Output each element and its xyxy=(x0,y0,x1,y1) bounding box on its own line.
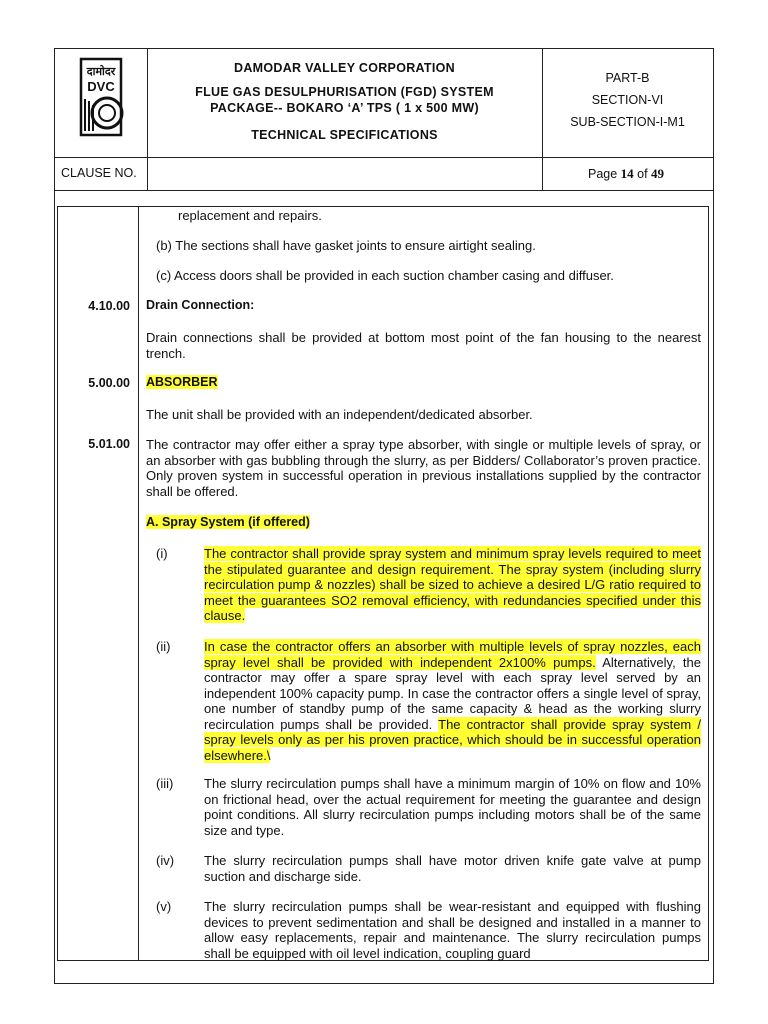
part-label: PART-B xyxy=(605,71,650,85)
doc-title-line1: FLUE GAS DESULPHURISATION (FGD) SYSTEM xyxy=(195,85,494,99)
clause-text: The unit shall be provided with an independent/dedicated absorber. xyxy=(146,407,533,422)
svg-text:दामोदर: दामोदर xyxy=(86,65,116,78)
clause-number: 5.00.00 xyxy=(88,376,130,390)
clause-row xyxy=(55,157,713,191)
item-b: (b) The sections shall have gasket joints to ensure airtight sealing. xyxy=(156,238,536,253)
clause-blank-cell xyxy=(147,157,543,190)
svg-text:DVC: DVC xyxy=(87,79,115,94)
item-text: The slurry recirculation pumps shall have motor driven knife gate valve at pump suction and discharge side. xyxy=(204,853,701,884)
item-number: (iv) xyxy=(156,853,175,868)
item-number: (i) xyxy=(156,546,168,561)
item-number: (ii) xyxy=(156,639,171,654)
item-text: The slurry recirculation pumps shall have a minimum margin of 10% on flow and 10% on frictional head, over the actual requirement for meeting the guarantee and design point conditions. All slurry recirculation pumps including motors shall be of the same size and type. xyxy=(204,776,701,838)
doc-title-line3: TECHNICAL SPECIFICATIONS xyxy=(251,128,438,142)
page-indicator: Page 14 of 49 xyxy=(588,166,665,181)
content-box xyxy=(57,206,709,961)
item-text: In case the contractor offers an absorber with multiple levels of spray nozzles, each spray level shall be provided with independent 2x100% pumps. Alternatively, the contractor may offer a spare spray level with each spray level served by an independent 100% capacity pump. In case the contractor offers a single level of spray, one number of standby pump of the same capacity & head as the working slurry recirculation pumps shall be provided. The contractor shall provide spray system / spray levels only as per his proven practice, which should be in successful operation elsewhere.\ xyxy=(204,639,701,763)
clause-label: CLAUSE NO. xyxy=(61,166,137,180)
header-title-block xyxy=(147,49,543,157)
doc-title-line2: PACKAGE-- BOKARO ‘A’ TPS ( 1 x 500 MW) xyxy=(210,101,479,115)
item-text: The slurry recirculation pumps shall be wear-resistant and equipped with flushing devices to prevent sedimentation and shall be designed and installed in a manner to allow easy replacements, repair and maintenance. The slurry recirculation pumps shall be equipped with oil level indication, coupling guard xyxy=(204,899,701,961)
header-row xyxy=(55,49,713,158)
item-number: (v) xyxy=(156,899,172,914)
clause-text: Drain connections shall be provided at bottom most point of the fan housing to the nearest trench. xyxy=(146,330,701,361)
continued-text: replacement and repairs. xyxy=(178,208,322,223)
dvc-logo xyxy=(55,49,148,157)
page-frame xyxy=(54,48,714,984)
clause-number: 4.10.00 xyxy=(88,299,130,313)
clause-heading: Drain Connection: xyxy=(146,298,255,312)
item-text: The contractor shall provide spray system and minimum spray levels required to meet the stipulated guarantee and design requirement. The spray system (including slurry recirculation pump & nozzles) shall be sized to achieve a desired L/G ratio required to meet the guarantees SO2 removal efficiency, with redundancies specified under this clause. xyxy=(204,546,701,623)
section-label: SECTION-VI xyxy=(591,93,664,107)
item-c: (c) Access doors shall be provided in each suction chamber casing and diffuser. xyxy=(156,268,614,283)
clause-text: The contractor may offer either a spray type absorber, with single or multiple levels of spray, or an absorber with gas bubbling through the slurry, as per Bidders/ Collaborator’s proven practice. Only proven system in successful operation in previous installations supplied by the contractor shall be offered. xyxy=(146,437,701,499)
subsection-label: SUB-SECTION-I-M1 xyxy=(570,115,685,129)
header-section-block xyxy=(542,49,713,157)
column-divider xyxy=(138,207,139,960)
subsection-heading: A. Spray System (if offered) xyxy=(146,515,310,529)
org-name: DAMODAR VALLEY CORPORATION xyxy=(234,61,455,75)
clause-number: 5.01.00 xyxy=(88,437,130,451)
item-number: (iii) xyxy=(156,776,174,791)
clause-heading: ABSORBER xyxy=(146,375,218,389)
